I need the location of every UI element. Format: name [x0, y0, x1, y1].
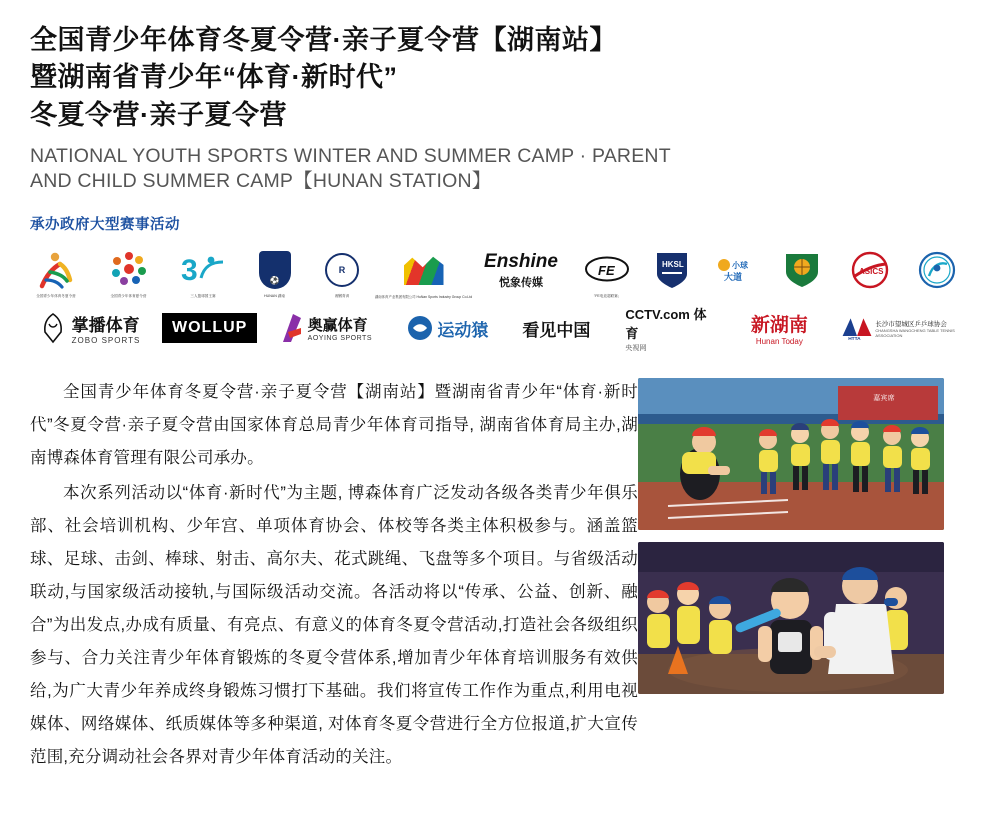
three-ren-logo — [175, 248, 231, 299]
kanjian-china-logo — [515, 306, 597, 350]
subtitle-line-1: NATIONAL YOUTH SPORTS WINTER AND SUMMER CAMP · PARENT — [30, 144, 671, 167]
svg-text:嘉宾席: 嘉宾席 — [873, 395, 895, 403]
article-paragraph-1: 全国青少年体育冬夏令营·亲子夏令营【湖南站】暨湖南省青少年“体育·新时代”冬夏令营·亲子夏令营由国家体育总局青少年体育司指导, 湖南省体育局主办,湖南博森体育管理有限公司承办。 — [30, 383, 638, 468]
zobo-sports-logo — [30, 306, 148, 350]
title-line-1: 全国青少年体育冬夏令营·亲子夏令营【湖南站】 — [30, 25, 617, 55]
aoying-cn-name: 奥赢体育 — [307, 317, 368, 335]
hunan-sports-wave-icon — [404, 255, 444, 285]
table-tennis-assoc-caption: 长沙市望城区乒乒球协会 — [875, 320, 947, 328]
aoying-en-name: AOYING SPORTS — [307, 335, 372, 343]
running-man-logo-caption: 全国青少年体育冬夏令营 — [36, 294, 76, 299]
sponsor-logo-row-2 — [30, 306, 960, 350]
yundongyuan-logo — [393, 306, 501, 350]
table-tennis-assoc-en: CHANGSHA WANGCHENG TABLE TENNIS ASSOCIATION — [875, 327, 955, 338]
yundongyuan-cn-name: 运动猿 — [437, 320, 489, 340]
zobo-sports-en-name: ZOBO SPORTS — [71, 336, 141, 346]
cctv-com-logo — [625, 306, 717, 350]
hksl-logo — [652, 248, 692, 292]
svg-text:大道: 大道 — [723, 272, 742, 283]
hunan-fc-shield-icon: ⚽ — [259, 251, 291, 289]
svg-text:HTTA: HTTA — [848, 337, 861, 343]
enshine-wordmark: Enshine — [484, 250, 558, 272]
enshine-logo — [481, 248, 561, 292]
svg-text:小球: 小球 — [731, 261, 748, 271]
svg-text:HKSL: HKSL — [662, 260, 684, 270]
article-paragraph-2: 本次系列活动以“体育·新时代”为主题, 博森体育广泛发动各级各类青少年俱乐部、社会培训机构、少年宫、单项体育协会、体校等各类主体积极参与。涵盖篮球、足球、击剑、棒球、射击、高尔夫、花式跳绳、飞盘等多个项目。与省级活动联动,与国家级活动接轨,与国际级活动交流。各活动将以“传承、公益、创新、融合”为出发点,办成有质量、有亮点、有意义的体育冬夏令营活动,打造社会各级组织参与、合力关注青少年体育锻炼的冬夏令营体系,增加青少年体育培训服务有效供给,为广大青少年养成终身锻炼习惯打下基础。我们将宣传工作作为重点,利用电视媒体、网络媒体、纸质媒体等多种渠道, 对体育冬夏令营进行全方位报道,扩大宣传范围,充分调动社会各界对青少年体育活动的关注。 — [30, 484, 638, 767]
page-title — [30, 22, 960, 134]
svg-text:3: 3 — [181, 254, 198, 288]
svg-text:FE: FE — [597, 263, 615, 279]
new-hunan-caption: Hunan Today — [755, 337, 803, 347]
fe-logo — [581, 248, 633, 299]
cctv-com-wordmark: CCTV.com 体育 — [625, 306, 707, 341]
page-subtitle-english — [30, 144, 960, 195]
xiangtan-logo-caption: 湘钢青训 — [334, 294, 350, 299]
article-section — [30, 376, 960, 774]
fe-logo-caption: 「FE电竞超联赛」 — [591, 294, 622, 299]
enshine-cn-name: 悦象传媒 — [499, 276, 543, 289]
article-text — [30, 376, 960, 774]
zobo-sports-cn-name: 掌播体育 — [71, 316, 140, 336]
wollup-logo — [162, 306, 257, 350]
new-hunan-logo — [731, 306, 827, 350]
kanjian-china-wordmark: 看见中国 — [522, 320, 591, 340]
flower-circle-logo — [102, 248, 156, 299]
running-man-logo — [30, 248, 82, 299]
hunan-sports-industry-caption: 湖南体育产业集团有限公司 HuNan Sports Industry Group Co.Ltd — [374, 295, 473, 300]
blue-ring-logo — [914, 248, 960, 292]
photo-column — [638, 376, 960, 716]
cctv-com-caption: 央视网 — [625, 344, 647, 352]
photo-coach-teaching-baseball — [638, 542, 944, 694]
svg-text:ASICS: ASICS — [858, 267, 883, 277]
basketball-assoc-logo — [779, 248, 825, 292]
aoying-sports-logo — [271, 306, 379, 350]
new-hunan-wordmark: 新湖南 — [750, 315, 808, 337]
hunan-fc-logo — [251, 248, 299, 299]
table-tennis-assoc-logo — [841, 306, 961, 350]
flower-circle-logo-caption: 全国青少年体育夏令营 — [110, 294, 147, 299]
sponsor-logo-row-1 — [30, 248, 960, 300]
hunan-sports-industry-logo — [374, 248, 473, 300]
photo-kids-sports-field — [638, 378, 944, 530]
three-ren-logo-caption: 三人篮球国王赛 — [190, 294, 216, 299]
hunan-fc-logo-caption: HUNAN 湖南 — [264, 294, 285, 299]
asics-logo — [845, 248, 895, 292]
xiangtan-ring-icon: R — [325, 253, 359, 287]
xiangtan-logo — [318, 248, 366, 299]
subtitle-line-2: AND CHILD SUMMER CAMP【HUNAN STATION】 — [30, 170, 492, 193]
wollup-wordmark: WOLLUP — [162, 313, 257, 343]
section-label-government-events: 承办政府大型赛事活动 — [30, 217, 180, 234]
xiaoqiu-dadao-logo — [712, 248, 760, 292]
title-line-2: 暨湖南省青少年“体育·新时代” — [30, 62, 398, 93]
title-line-3: 冬夏令营·亲子夏令营 — [30, 99, 287, 130]
